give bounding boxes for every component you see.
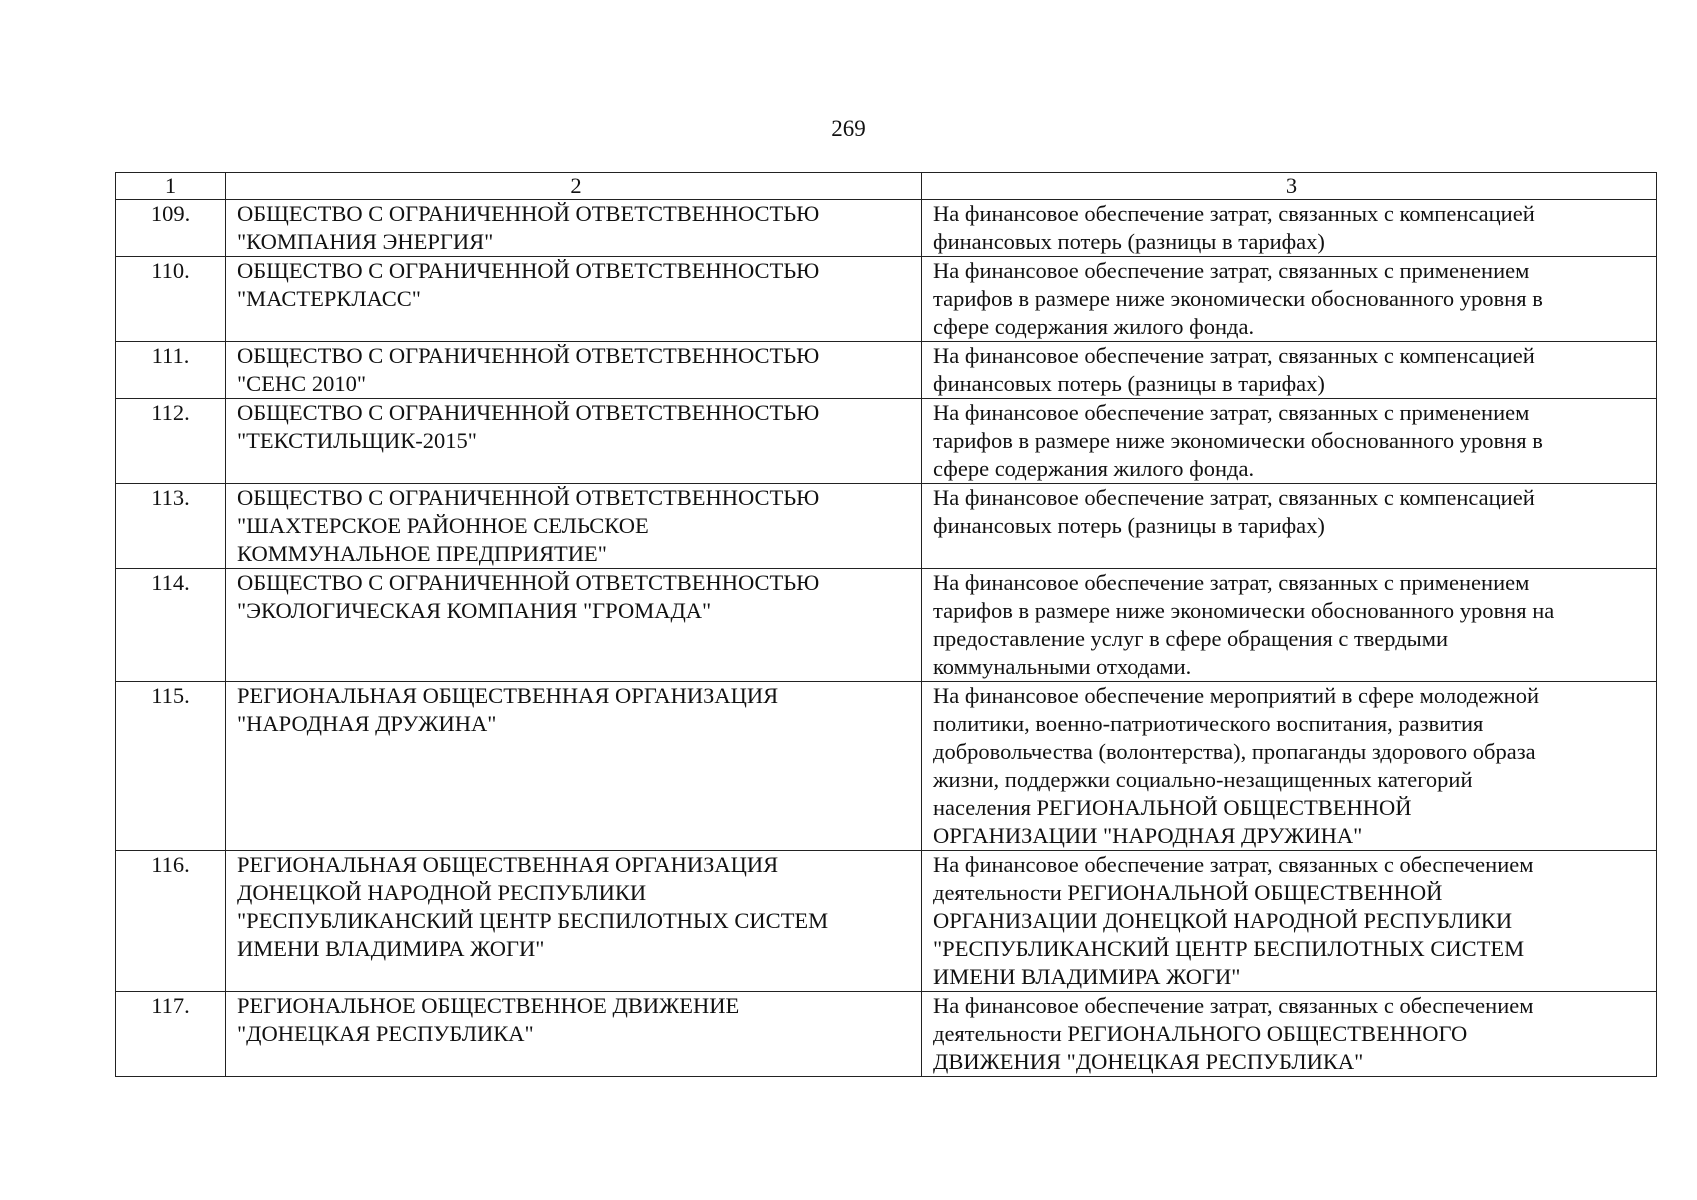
funding-purpose: На финансовое обеспечение мероприятий в сфере молодежной политики, военно-патриотического воспитания, развития добровольчества (волонтерства), пропаганды здорового образа жизни, поддержки социально-незащищенных категорий населения РЕГИОНАЛЬНОЙ ОБЩЕСТВЕННОЙ ОРГАНИЗАЦИИ "НАРОДНАЯ ДРУЖИНА" bbox=[922, 682, 1657, 851]
table-row bbox=[116, 682, 1657, 851]
organization-name: ОБЩЕСТВО С ОГРАНИЧЕННОЙ ОТВЕТСТВЕННОСТЬЮ "ЭКОЛОГИЧЕСКАЯ КОМПАНИЯ "ГРОМАДА" bbox=[226, 569, 922, 682]
table-row bbox=[116, 342, 1657, 399]
row-number: 117. bbox=[116, 992, 226, 1077]
table-header-row bbox=[116, 173, 1657, 200]
row-number: 112. bbox=[116, 399, 226, 484]
organization-name: РЕГИОНАЛЬНАЯ ОБЩЕСТВЕННАЯ ОРГАНИЗАЦИЯ ДОНЕЦКОЙ НАРОДНОЙ РЕСПУБЛИКИ "РЕСПУБЛИКАНСКИЙ ЦЕНТР БЕСПИЛОТНЫХ СИСТЕМ ИМЕНИ ВЛАДИМИРА ЖОГИ" bbox=[226, 851, 922, 992]
table-row bbox=[116, 851, 1657, 992]
funding-purpose: На финансовое обеспечение затрат, связанных с компенсацией финансовых потерь (разницы в тарифах) bbox=[922, 200, 1657, 257]
table-row bbox=[116, 399, 1657, 484]
recipients-table bbox=[115, 172, 1657, 1077]
funding-purpose: На финансовое обеспечение затрат, связанных с применением тарифов в размере ниже экономически обоснованного уровня в сфере содержания жилого фонда. bbox=[922, 399, 1657, 484]
organization-name: РЕГИОНАЛЬНОЕ ОБЩЕСТВЕННОЕ ДВИЖЕНИЕ "ДОНЕЦКАЯ РЕСПУБЛИКА" bbox=[226, 992, 922, 1077]
column-header-2: 2 bbox=[226, 173, 922, 200]
row-number: 111. bbox=[116, 342, 226, 399]
organization-name: ОБЩЕСТВО С ОГРАНИЧЕННОЙ ОТВЕТСТВЕННОСТЬЮ "КОМПАНИЯ ЭНЕРГИЯ" bbox=[226, 200, 922, 257]
row-number: 116. bbox=[116, 851, 226, 992]
table-row bbox=[116, 257, 1657, 342]
funding-purpose: На финансовое обеспечение затрат, связанных с применением тарифов в размере ниже экономически обоснованного уровня на предоставление услуг в сфере обращения с твердыми коммунальными отходами. bbox=[922, 569, 1657, 682]
organization-name: РЕГИОНАЛЬНАЯ ОБЩЕСТВЕННАЯ ОРГАНИЗАЦИЯ "НАРОДНАЯ ДРУЖИНА" bbox=[226, 682, 922, 851]
table-row bbox=[116, 200, 1657, 257]
funding-purpose: На финансовое обеспечение затрат, связанных с компенсацией финансовых потерь (разницы в тарифах) bbox=[922, 342, 1657, 399]
funding-purpose: На финансовое обеспечение затрат, связанных с обеспечением деятельности РЕГИОНАЛЬНОГО ОБЩЕСТВЕННОГО ДВИЖЕНИЯ "ДОНЕЦКАЯ РЕСПУБЛИКА" bbox=[922, 992, 1657, 1077]
table-row bbox=[116, 569, 1657, 682]
funding-purpose: На финансовое обеспечение затрат, связанных с компенсацией финансовых потерь (разницы в тарифах) bbox=[922, 484, 1657, 569]
page-number: 269 bbox=[831, 116, 866, 141]
table-row bbox=[116, 992, 1657, 1077]
funding-purpose: На финансовое обеспечение затрат, связанных с обеспечением деятельности РЕГИОНАЛЬНОЙ ОБЩЕСТВЕННОЙ ОРГАНИЗАЦИИ ДОНЕЦКОЙ НАРОДНОЙ РЕСПУБЛИКИ "РЕСПУБЛИКАНСКИЙ ЦЕНТР БЕСПИЛОТНЫХ СИСТЕМ ИМЕНИ ВЛАДИМИРА ЖОГИ" bbox=[922, 851, 1657, 992]
row-number: 114. bbox=[116, 569, 226, 682]
row-number: 115. bbox=[116, 682, 226, 851]
organization-name: ОБЩЕСТВО С ОГРАНИЧЕННОЙ ОТВЕТСТВЕННОСТЬЮ "МАСТЕРКЛАСС" bbox=[226, 257, 922, 342]
organization-name: ОБЩЕСТВО С ОГРАНИЧЕННОЙ ОТВЕТСТВЕННОСТЬЮ "СЕНС 2010" bbox=[226, 342, 922, 399]
row-number: 113. bbox=[116, 484, 226, 569]
organization-name: ОБЩЕСТВО С ОГРАНИЧЕННОЙ ОТВЕТСТВЕННОСТЬЮ "ШАХТЕРСКОЕ РАЙОННОЕ СЕЛЬСКОЕ КОММУНАЛЬНОЕ ПРЕДПРИЯТИЕ" bbox=[226, 484, 922, 569]
row-number: 110. bbox=[116, 257, 226, 342]
funding-purpose: На финансовое обеспечение затрат, связанных с применением тарифов в размере ниже экономически обоснованного уровня в сфере содержания жилого фонда. bbox=[922, 257, 1657, 342]
column-header-1: 1 bbox=[116, 173, 226, 200]
column-header-3: 3 bbox=[922, 173, 1657, 200]
table-row bbox=[116, 484, 1657, 569]
row-number: 109. bbox=[116, 200, 226, 257]
organization-name: ОБЩЕСТВО С ОГРАНИЧЕННОЙ ОТВЕТСТВЕННОСТЬЮ "ТЕКСТИЛЬЩИК-2015" bbox=[226, 399, 922, 484]
